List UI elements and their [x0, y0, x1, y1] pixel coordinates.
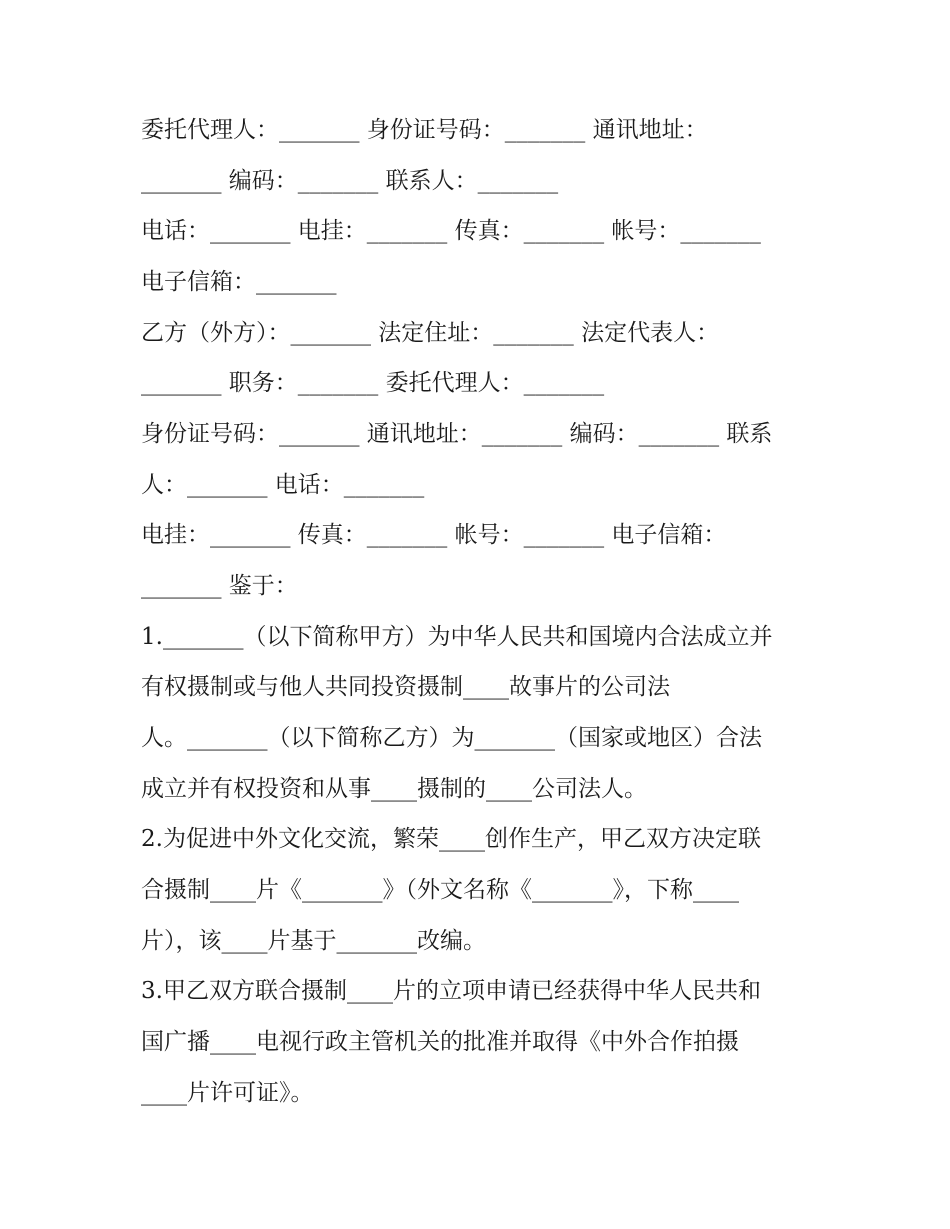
text-line: 乙方（外方）：_______ 法定住址：_______ 法定代表人：: [141, 320, 720, 346]
text-line: _______ 职务：_______ 委托代理人：_______: [141, 370, 605, 396]
text-line: _______ 编码：_______ 联系人：_______: [141, 168, 559, 194]
text-line: 3.甲乙双方联合摄制____片的立项申请已经获得中华人民共和: [141, 978, 761, 1004]
text-line: 人：_______ 电话：_______: [141, 472, 425, 498]
text-line: 国广播____电视行政主管机关的批准并取得《中外合作拍摄: [141, 1029, 739, 1055]
text-line: 委托代理人：_______ 身份证号码：_______ 通讯地址：: [141, 117, 708, 143]
text-line: 有权摄制或与他人共同投资摄制____故事片的公司法: [141, 674, 670, 700]
text-line: 2.为促进中外文化交流，繁荣____创作生产，甲乙双方决定联: [141, 826, 761, 852]
text-line: ____片许可证》。: [141, 1080, 314, 1106]
text-line: 电挂：_______ 传真：_______ 帐号：_______ 电子信箱：: [141, 522, 727, 548]
text-line: 合摄制____片《_______》（外文名称《_______》，下称____: [141, 877, 739, 903]
text-line: 1._______（以下简称甲方）为中华人民共和国境内合法成立并: [141, 624, 773, 650]
text-line: 片），该____片基于_______改编。: [141, 928, 486, 954]
text-line: 身份证号码：_______ 通讯地址：_______ 编码：_______ 联系: [141, 421, 773, 447]
text-line: 成立并有权投资和从事____摄制的____公司法人。: [141, 776, 647, 802]
text-line: _______ 鉴于：: [141, 573, 298, 599]
text-line: 人。_______（以下简称乙方）为_______（国家或地区）合法: [141, 725, 762, 751]
text-line: 电话：_______ 电挂：_______ 传真：_______ 帐号：_______: [141, 218, 761, 244]
text-line: 电子信箱：_______: [141, 269, 337, 295]
